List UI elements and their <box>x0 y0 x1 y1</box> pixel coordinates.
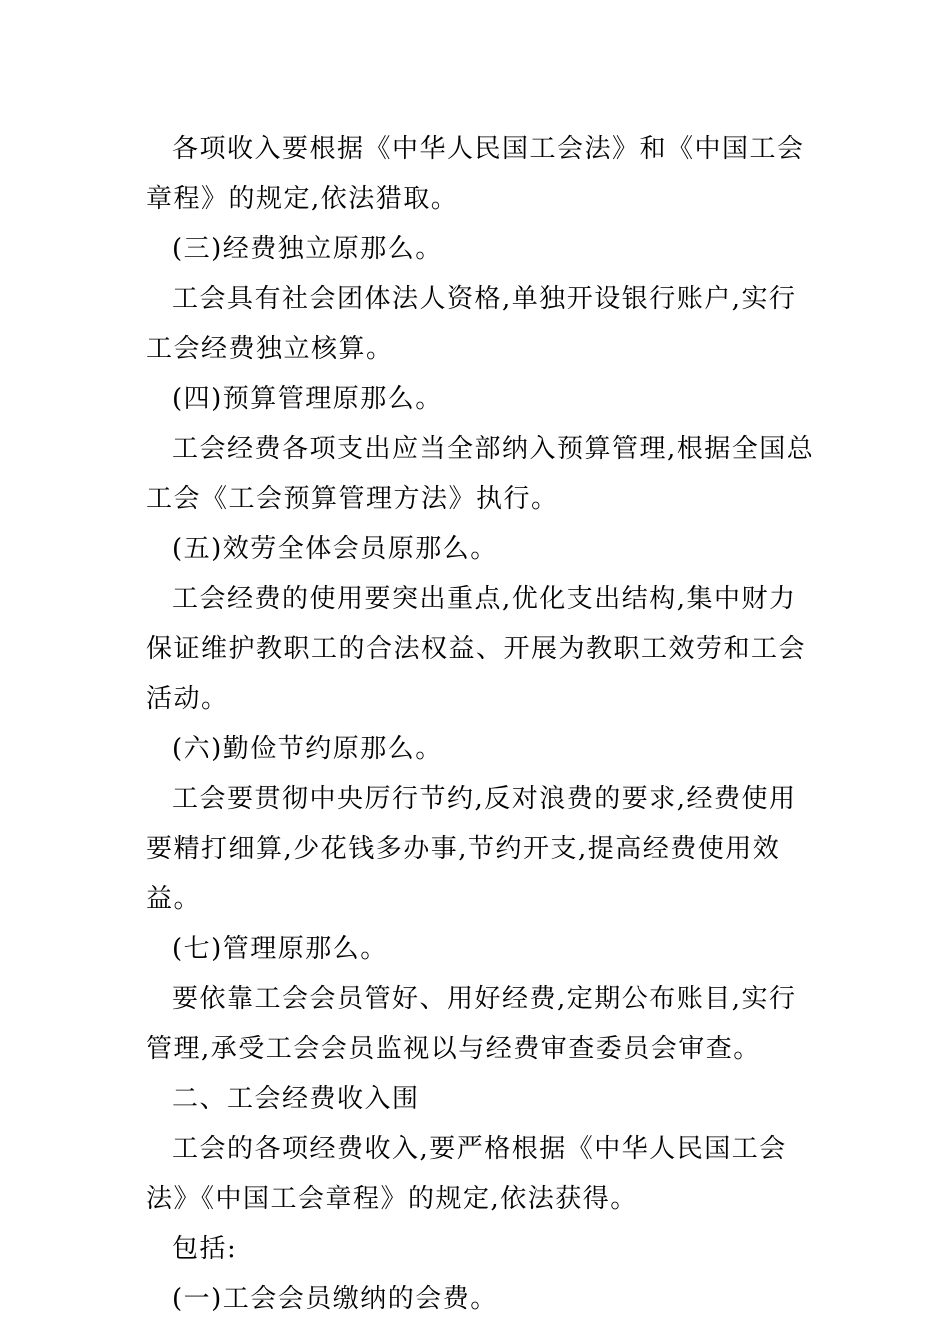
heading-includes: 包括: <box>172 1234 238 1264</box>
paragraph-income-basis: 各项收入要根据《中华人民国工会法》和《中国工会章程》的规定,依法猎取。 <box>146 134 805 214</box>
heading-principle-7: (七)管理原那么。 <box>172 934 388 964</box>
paragraph-independent-accounting: 工会具有社会团体法人资格,单独开设银行账户,实行工会经费独立核算。 <box>146 284 797 364</box>
paragraph-budget-management: 工会经费各项支出应当全部纳入预算管理,根据全国总工会《工会预算管理方法》执行。 <box>146 434 815 514</box>
paragraph-serve-members: 工会经费的使用要突出重点,优化支出结构,集中财力保证维护教职工的合法权益、开展为教职工效劳和工会活动。 <box>146 584 807 714</box>
heading-principle-3: (三)经费独立原那么。 <box>172 234 443 264</box>
paragraph-management: 要依靠工会会员管好、用好经费,定期公布账目,实行管理,承受工会会员监视以与经费审查委员会审查。 <box>146 984 797 1064</box>
paragraph-thrift: 工会要贯彻中央厉行节约,反对浪费的要求,经费使用要精打细算,少花钱多办事,节约开支,提高经费使用效益。 <box>146 784 797 914</box>
list-item-membership-dues: (一)工会会员缴纳的会费。 <box>172 1284 498 1314</box>
heading-principle-4: (四)预算管理原那么。 <box>172 384 443 414</box>
document-body <box>146 124 816 1324</box>
heading-principle-6: (六)勤俭节约原那么。 <box>172 734 443 764</box>
heading-section-2: 二、工会经费收入围 <box>172 1084 420 1114</box>
heading-principle-5: (五)效劳全体会员原那么。 <box>172 534 498 564</box>
paragraph-income-scope: 工会的各项经费收入,要严格根据《中华人民国工会法》《中国工会章程》的规定,依法获得。 <box>146 1134 787 1214</box>
